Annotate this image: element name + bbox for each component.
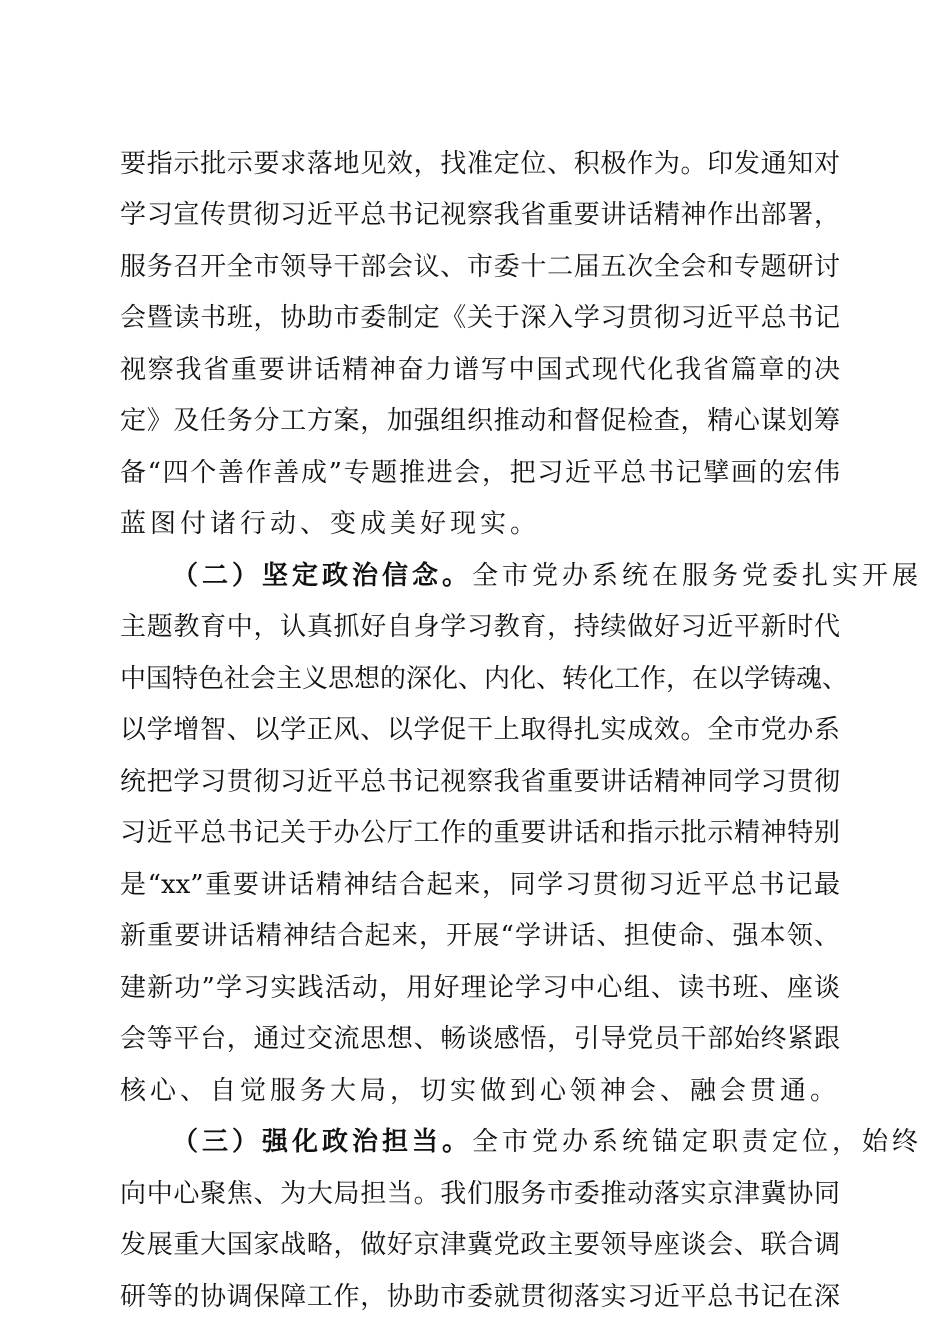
section-3-first-line <box>172 1123 923 1163</box>
paragraph-line: 学习宣传贯彻习近平总书记视察我省重要讲话精神作出部署， <box>120 200 840 230</box>
paragraph-line: 习近平总书记关于办公厅工作的重要讲话和指示批示精神特别 <box>120 818 840 848</box>
paragraph-line: 视察我省重要讲话精神奋力谱写中国式现代化我省篇章的决 <box>120 355 840 385</box>
paragraph-line: 会等平台，通过交流思想、畅谈感悟，引导党员干部始终紧跟 <box>120 1024 840 1054</box>
paragraph-line: 发展重大国家战略，做好京津冀党政主要领导座谈会、联合调 <box>120 1230 840 1260</box>
paragraph-line: 统把学习贯彻习近平总书记视察我省重要讲话精神同学习贯彻 <box>120 767 840 797</box>
paragraph-line: 是“xx”重要讲话精神结合起来，同学习贯彻习近平总书记最 <box>120 870 840 900</box>
paragraph-line: 定》及任务分工方案，加强组织推动和督促检查，精心谋划筹 <box>120 406 840 436</box>
paragraph-line: 向中心聚焦、为大局担当。我们服务市委推动落实京津冀协同 <box>120 1179 840 1209</box>
paragraph-line: 备“四个善作善成”专题推进会，把习近平总书记擘画的宏伟 <box>120 458 840 488</box>
paragraph-line: 新重要讲话精神结合起来，开展“学讲话、担使命、强本领、 <box>120 921 840 951</box>
paragraph-line: 服务召开全市领导干部会议、市委十二届五次全会和专题研讨 <box>120 252 840 282</box>
section-3-heading: （三）强化政治担当。 <box>172 1127 473 1157</box>
paragraph-line: 主题教育中，认真抓好自身学习教育，持续做好习近平新时代 <box>120 612 840 642</box>
paragraph-line: 核心、自觉服务大局，切实做到心领神会、融会贯通。 <box>120 1076 841 1106</box>
paragraph-line: 会暨读书班，协助市委制定《关于深入学习贯彻习近平总书记 <box>120 303 840 333</box>
section-2-text: 全市党办系统在服务党委扎实开展 <box>472 561 923 591</box>
paragraph-line: 要指示批示要求落地见效，找准定位、积极作为。印发通知对 <box>120 149 840 179</box>
section-2-first-line <box>172 557 923 597</box>
paragraph-line: 研等的协调保障工作，协助市委就贯彻落实习近平总书记在深 <box>120 1282 840 1312</box>
paragraph-line: 中国特色社会主义思想的深化、内化、转化工作，在以学铸魂、 <box>120 664 849 694</box>
paragraph-line: 以学增智、以学正风、以学促干上取得扎实成效。全市党办系 <box>120 715 840 745</box>
paragraph-line: 建新功”学习实践活动，用好理论学习中心组、读书班、座谈 <box>120 973 840 1003</box>
section-3-text: 全市党办系统锚定职责定位，始终 <box>472 1127 923 1157</box>
section-2-heading: （二）坚定政治信念。 <box>172 561 473 591</box>
paragraph-line: 蓝图付诸行动、变成美好现实。 <box>120 509 541 539</box>
